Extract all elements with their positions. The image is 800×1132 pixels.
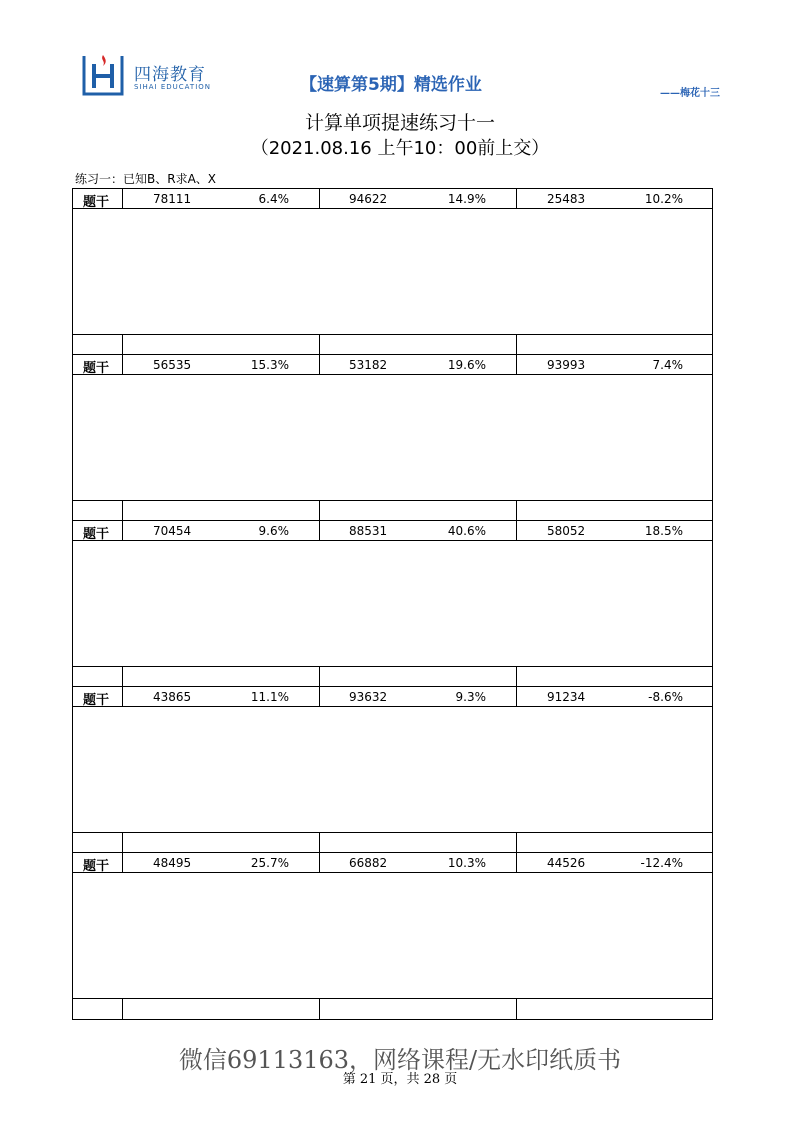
value-cell: 43865	[153, 690, 192, 704]
question-row	[73, 687, 712, 707]
work-area[interactable]	[73, 707, 712, 833]
work-area[interactable]	[73, 873, 712, 999]
question-row	[73, 521, 712, 541]
page-number: 第 21 页，共 28 页	[342, 1072, 458, 1087]
exercise-label: 练习一：已知B、R求A、X	[75, 172, 217, 186]
answer-row[interactable]	[73, 999, 712, 1019]
value-cell: 70454	[153, 524, 192, 538]
rate-cell: -8.6%	[648, 690, 683, 704]
logo-mark-icon	[80, 52, 126, 98]
rate-cell: 9.6%	[258, 524, 289, 538]
value-cell: 53182	[349, 358, 388, 372]
question-row	[73, 189, 712, 209]
work-area[interactable]	[73, 541, 712, 667]
question-block	[73, 355, 712, 521]
value-cell: 88531	[349, 524, 388, 538]
page-title: 计算单项提速练习十一	[304, 112, 495, 134]
row-label: 题干	[83, 361, 110, 376]
row-label: 题干	[83, 859, 110, 874]
work-area[interactable]	[73, 209, 712, 335]
rate-cell: 14.9%	[447, 192, 486, 206]
header-title: 【速算第5期】精选作业	[300, 75, 482, 95]
question-block	[73, 853, 712, 1019]
row-label: 题干	[83, 195, 110, 210]
answer-row[interactable]	[73, 667, 712, 687]
header-author: ——梅花十三	[660, 88, 720, 99]
rate-cell: 40.6%	[447, 524, 486, 538]
value-cell: 56535	[153, 358, 192, 372]
rate-cell: 9.3%	[455, 690, 486, 704]
watermark-text: 微信69113163，网络课程/无水印纸质书	[178, 1046, 622, 1074]
value-cell: 66882	[349, 856, 388, 870]
rate-cell: 10.2%	[644, 192, 683, 206]
question-block	[73, 687, 712, 853]
question-row	[73, 355, 712, 375]
row-label: 题干	[83, 693, 110, 708]
row-label: 题干	[83, 527, 110, 542]
answer-row[interactable]	[73, 501, 712, 521]
page-subtitle: （2021.08.16 上午10：00前上交）	[250, 138, 550, 159]
question-block	[73, 521, 712, 687]
rate-cell: 10.3%	[447, 856, 486, 870]
value-cell: 93993	[547, 358, 586, 372]
answer-row[interactable]	[73, 335, 712, 355]
value-cell: 44526	[547, 856, 586, 870]
rate-cell: 15.3%	[250, 358, 289, 372]
value-cell: 58052	[547, 524, 586, 538]
logo-name-cn: 四海教育	[134, 65, 206, 85]
exercise-table	[72, 188, 713, 1020]
rate-cell: 25.7%	[250, 856, 289, 870]
question-row	[73, 853, 712, 873]
value-cell: 93632	[349, 690, 388, 704]
value-cell: 94622	[349, 192, 388, 206]
brand-logo	[80, 52, 220, 100]
question-block	[73, 189, 712, 355]
rate-cell: 19.6%	[447, 358, 486, 372]
logo-name-en: SIHAI EDUCATION	[134, 83, 212, 91]
rate-cell: 7.4%	[652, 358, 683, 372]
value-cell: 25483	[547, 192, 586, 206]
value-cell: 91234	[547, 690, 586, 704]
rate-cell: 18.5%	[644, 524, 683, 538]
value-cell: 48495	[153, 856, 192, 870]
rate-cell: 11.1%	[250, 690, 289, 704]
work-area[interactable]	[73, 375, 712, 501]
rate-cell: -12.4%	[640, 856, 683, 870]
rate-cell: 6.4%	[258, 192, 289, 206]
answer-row[interactable]	[73, 833, 712, 853]
value-cell: 78111	[153, 192, 192, 206]
